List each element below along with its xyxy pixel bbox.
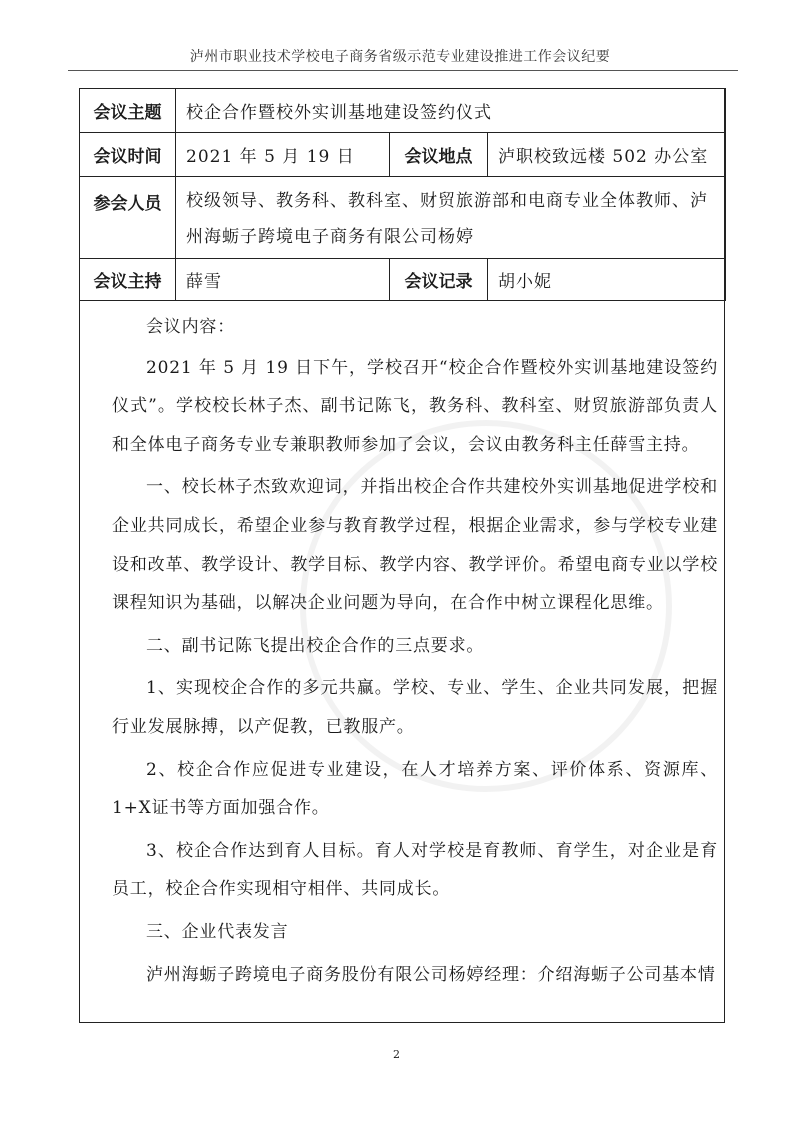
- topic-label: 会议主题: [80, 89, 176, 133]
- content-paragraph-3: 二、副书记陈飞提出校企合作的三点要求。: [146, 635, 485, 656]
- content-paragraph-1: 2021 年 5 月 19 日下午，学校召开“校企合作暨校外实训基地建设签约仪式”。学校校长林子杰、副书记陈飞，教务科、教科室、财贸旅游部负责人和全体电子商务专业专兼职教师参加了会议，会议由教务科主任薛雪主持。: [112, 357, 718, 455]
- attendees-label: 参会人员: [80, 177, 176, 259]
- document-header: 泸州市职业技术学校电子商务省级示范专业建设推进工作会议纪要: [189, 49, 611, 65]
- attendees-row: [80, 177, 726, 259]
- page-number: 2: [393, 1048, 400, 1061]
- topic-row: [80, 89, 726, 133]
- time-place-row: [80, 133, 726, 177]
- content-paragraph-4: 1、实现校企合作的多元共赢。学校、专业、学生、企业共同发展，把握行业发展脉搏，以产促教，已教服产。: [112, 678, 718, 737]
- recorder-label: 会议记录: [390, 259, 488, 301]
- content-paragraph-7: 三、企业代表发言: [146, 921, 289, 942]
- header-divider: [68, 70, 738, 71]
- recorder-value: 胡小妮: [488, 259, 726, 301]
- content-paragraph-2: 一、校长林子杰致欢迎词，并指出校企合作共建校外实训基地促进学校和企业共同成长，希望企业参与教育教学过程，根据企业需求，参与学校专业建设和改革、教学设计、教学目标、教学内容、教学评价。希望电商专业以学校课程知识为基础，以解决企业问题为导向，在合作中树立课程化思维。: [112, 477, 718, 614]
- place-label: 会议地点: [390, 133, 488, 177]
- topic-value: 校企合作暨校外实训基地建设签约仪式: [176, 89, 726, 133]
- meeting-content: [112, 308, 718, 998]
- content-paragraph-6: 3、校企合作达到育人目标。育人对学校是育教师、育学生，对企业是育员工，校企合作实现相守相伴、共同成长。: [112, 840, 718, 900]
- content-heading: 会议内容：: [146, 317, 235, 337]
- time-label: 会议时间: [80, 133, 176, 177]
- attendees-value: 校级领导、教务科、教科室、财贸旅游部和电商专业全体教师、泸州海蛎子跨境电子商务有限公司杨婷: [176, 177, 726, 259]
- content-paragraph-5: 2、校企合作应促进专业建设，在人才培养方案、评价体系、资源库、1+X证书等方面加强合作。: [112, 759, 718, 819]
- place-value: 泸职校致远楼 502 办公室: [488, 133, 726, 177]
- host-label: 会议主持: [80, 259, 176, 301]
- meeting-info-table: [79, 88, 726, 301]
- content-paragraph-8: 泸州海蛎子跨境电子商务股份有限公司杨婷经理：介绍海蛎子公司基本情: [146, 964, 716, 985]
- host-recorder-row: [80, 259, 726, 301]
- time-value: 2021 年 5 月 19 日: [176, 133, 390, 177]
- host-value: 薛雪: [176, 259, 390, 301]
